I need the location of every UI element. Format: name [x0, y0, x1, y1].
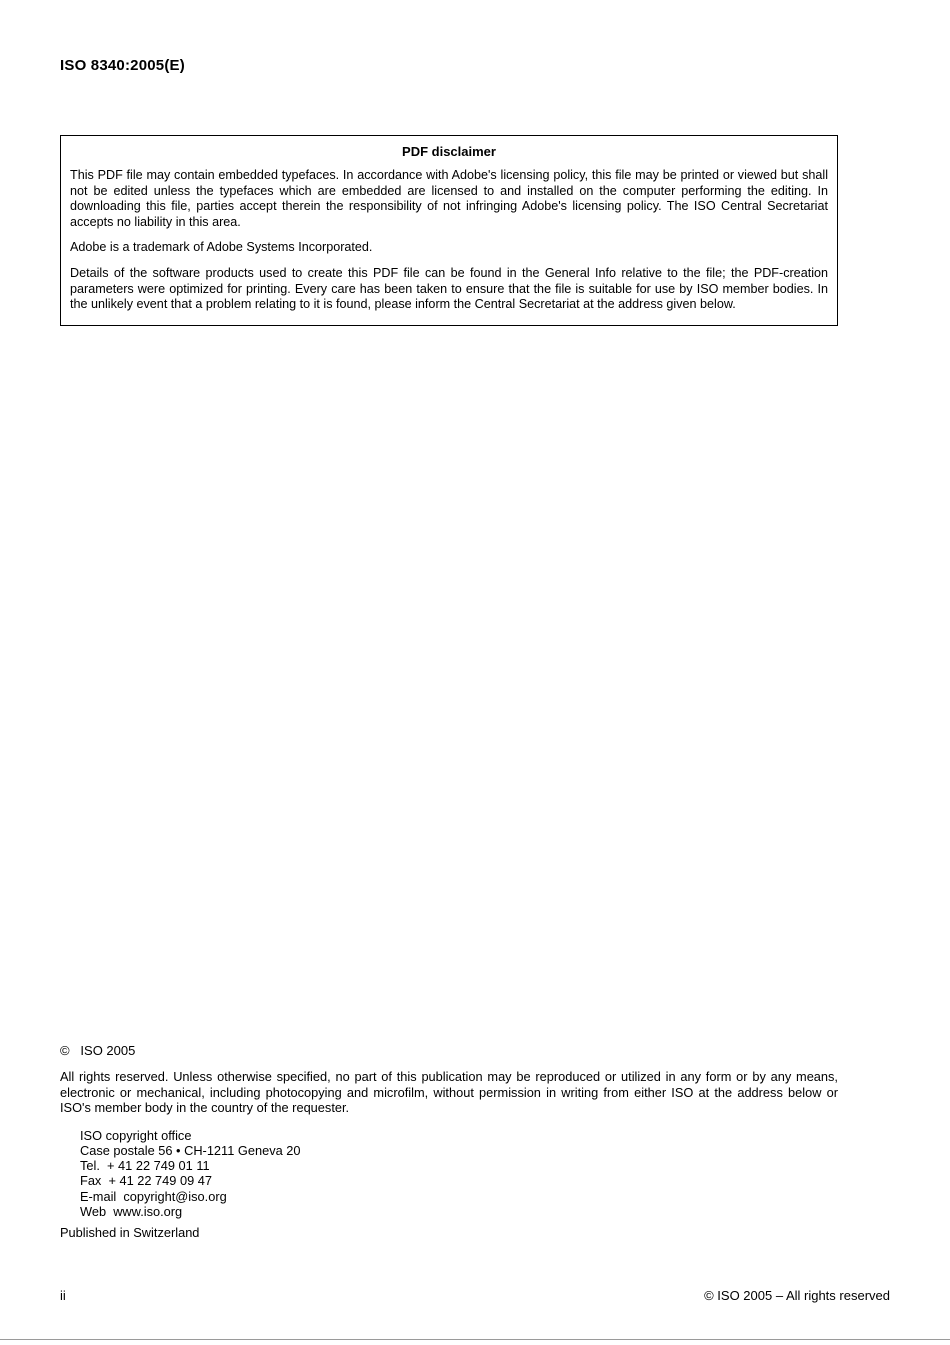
- address-line-web: Web www.iso.org: [80, 1203, 183, 1219]
- disclaimer-paragraph-3: Details of the software products used to create this PDF file can be found in the General Info relative to the file; the PDF-creation parameters were optimized for printing. Every care has been taken to ensure that the file is suitable for use by ISO member bodies. In the unlikely event that a problem relating to it is found, please inform the Central Secretariat at the address given below.: [70, 265, 828, 312]
- footer-copyright: © ISO 2005 – All rights reserved: [704, 1288, 890, 1303]
- iso-address-block: [80, 1128, 838, 1219]
- page-edge-line: [0, 1339, 950, 1340]
- copyright-year-line: © ISO 2005: [60, 1043, 136, 1058]
- disclaimer-title: PDF disclaimer: [402, 144, 496, 159]
- copyright-section: [60, 1043, 838, 1240]
- address-line-tel: Tel. + 41 22 749 01 11: [80, 1158, 210, 1174]
- copyright-notice-text: All rights reserved. Unless otherwise specified, no part of this publication may be reproduced or utilized in any form or by any means, electronic or mechanical, including photocopying and microfilm, without permission in writing from either ISO at the address below or ISO's member body in the country of the requester.: [60, 1069, 838, 1116]
- address-line-office: ISO copyright office: [80, 1127, 192, 1143]
- disclaimer-paragraph-1: This PDF file may contain embedded typefaces. In accordance with Adobe's licensing policy, this file may be printed or viewed but shall not be edited unless the typefaces which are embedded are licensed to and installed on the computer performing the editing. In downloading this file, parties accept therein the responsibility of not infringing Adobe's licensing policy. The ISO Central Secretariat accepts no liability in this area.: [70, 168, 828, 229]
- pdf-disclaimer-box: [60, 135, 838, 326]
- address-line-postal: Case postale 56 • CH-1211 Geneva 20: [80, 1142, 301, 1158]
- address-line-email: E-mail copyright@iso.org: [80, 1188, 227, 1204]
- page-footer: [60, 1288, 890, 1303]
- page-title: ISO 8340:2005(E): [60, 57, 185, 74]
- published-in-line: Published in Switzerland: [60, 1225, 200, 1240]
- address-line-fax: Fax + 41 22 749 09 47: [80, 1173, 212, 1189]
- disclaimer-paragraph-2: Adobe is a trademark of Adobe Systems Incorporated.: [70, 240, 373, 255]
- footer-page-number: ii: [60, 1288, 66, 1303]
